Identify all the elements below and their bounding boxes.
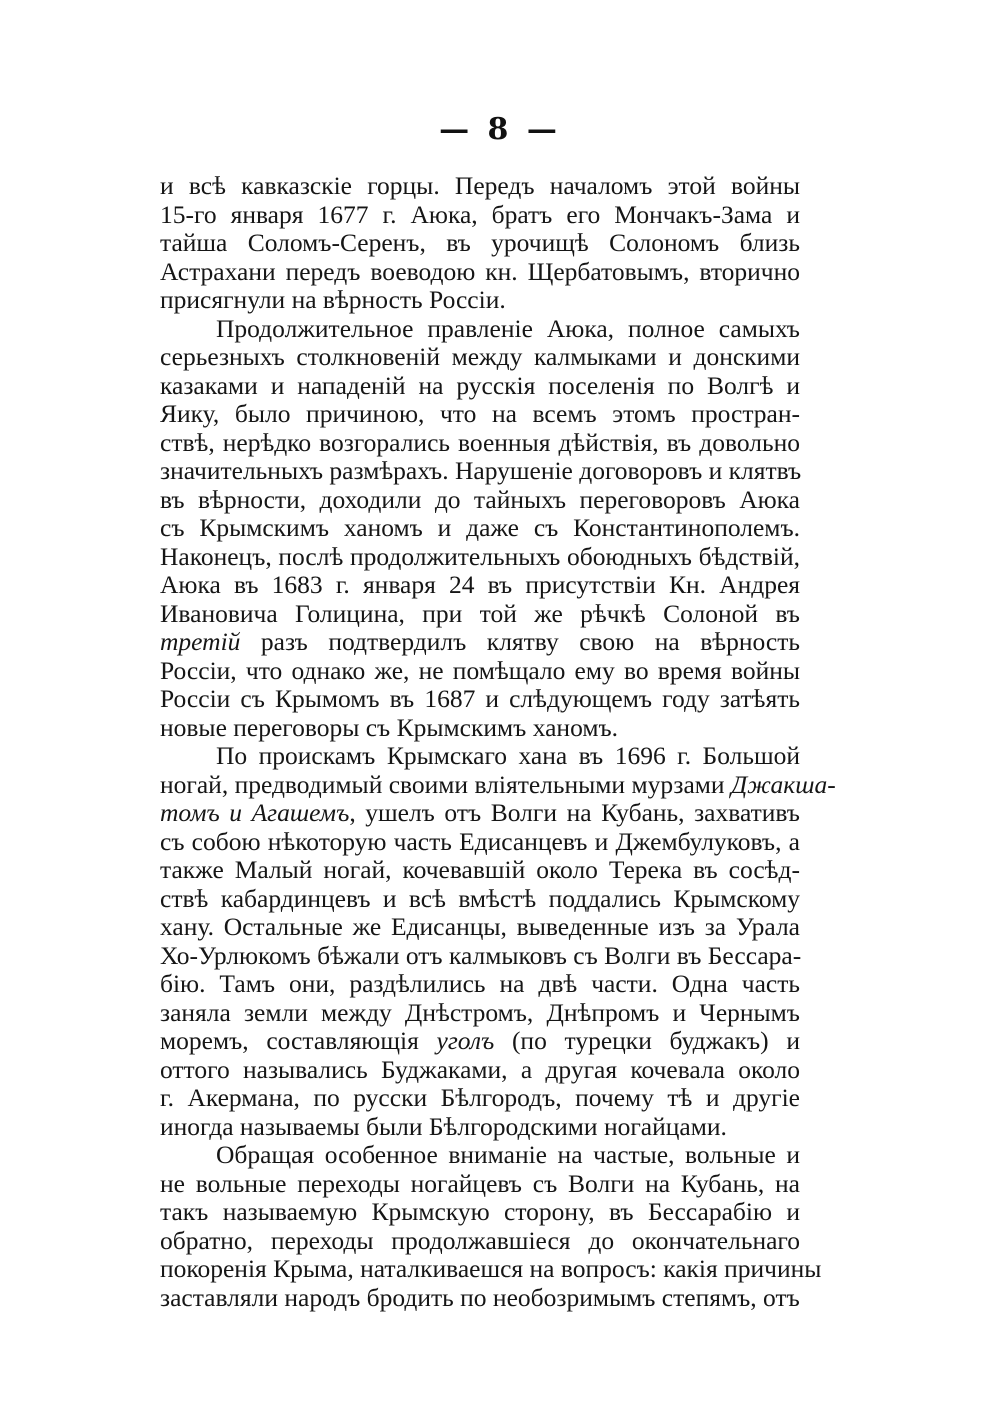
text-line: Наконецъ, послѣ продолжительныхъ обоюдныхъ бѣдствій, xyxy=(160,541,800,571)
text-line: такъ называемую Крымскую сторону, въ Бессарабію и xyxy=(160,1197,800,1226)
text-line: Россіи, что однако же, не помѣщало ему во время войны xyxy=(160,655,800,685)
paragraph xyxy=(160,741,836,1141)
paragraph xyxy=(160,172,800,315)
text-line: По проискамъ Крымскаго хана въ 1696 г. Большой xyxy=(216,741,800,770)
text-line: и всѣ кавказскіе горцы. Передъ началомъ этой войны xyxy=(160,171,800,200)
text-line: хану. Остальные же Едисанцы, выведенные изъ за Урала xyxy=(160,912,800,941)
text-line: обратно, переходы продолжавшіеся до окончательнаго xyxy=(160,1225,800,1255)
text-line: заняла земли между Днѣстромъ, Днѣпромъ и Чернымъ xyxy=(160,997,800,1027)
text-line xyxy=(160,1027,800,1056)
text-line: съ Крымскимъ ханомъ и даже съ Константинополемъ. xyxy=(160,513,800,542)
text-line: 15-го января 1677 г. Аюка, братъ его Мончакъ-Зама и xyxy=(160,199,800,229)
text-line: Продолжительное правленіе Аюка, полное самыхъ xyxy=(216,313,800,343)
text-line: Ивановича Голицина, при той же рѣчкѣ Солоной въ xyxy=(160,598,800,628)
italic-text: уголъ xyxy=(436,1026,495,1055)
text-line: Яику, было причиною, что на всемъ этомъ простран- xyxy=(160,399,800,428)
text-line: казаками и нападеній на русскія поселенія по Волгѣ и xyxy=(160,370,800,400)
italic-text: третій xyxy=(160,627,241,656)
text-line: съ собою нѣкоторую часть Едисанцевъ и Джембулуковъ, а xyxy=(160,826,800,856)
text-line: ствѣ, нерѣдко возгорались военныя дѣйствія, въ довольно xyxy=(160,427,800,457)
text-segment: , ушелъ отъ Волги на Кубань, захвативъ xyxy=(349,798,800,827)
text-line: также Малый ногай, кочевавшій около Терека въ сосѣд- xyxy=(160,855,800,884)
text-line: присягнули на вѣрность Россіи. xyxy=(160,285,506,314)
text-line: не вольные переходы ногайцевъ съ Волги на Кубань, на xyxy=(160,1168,800,1198)
text-line: новые переговоры съ Крымскимъ ханомъ. xyxy=(160,712,619,742)
text-line: оттого назывались Буджаками, а другая кочевала около xyxy=(160,1054,800,1084)
paragraph xyxy=(160,1140,822,1312)
text-segment: ногай, предводимый своими вліятельными мурзами xyxy=(160,769,731,799)
text-line: иногда называемы были Бѣлгородскими ногайцами. xyxy=(160,1111,727,1141)
text-line xyxy=(160,769,836,800)
italic-text: Джакша- xyxy=(730,769,836,799)
text-line xyxy=(160,799,800,828)
text-line: Аюка въ 1683 г. января 24 въ присутствіи Кн. Андрея xyxy=(160,570,800,599)
text-line: Хо-Урлюкомъ бѣжали отъ калмыковъ съ Волги въ Бессара- xyxy=(160,940,802,970)
italic-text: томъ и Агашемъ xyxy=(160,798,350,827)
text-line: значительныхъ размѣрахъ. Нарушеніе договоровъ и клятвъ xyxy=(160,456,802,485)
text-line: Обращая особенное вниманіе на частые, вольные и xyxy=(216,1140,800,1169)
paragraph xyxy=(160,315,800,743)
text-segment: разъ подтвердилъ клятву свою на вѣрность xyxy=(240,627,800,656)
text-line: Астрахани передъ воеводою кн. Щербатовымъ, вторично xyxy=(160,256,800,286)
body-text xyxy=(160,171,836,1312)
text-line: бію. Тамъ они, раздѣлились на двѣ части. Одна часть xyxy=(160,969,800,998)
text-line: г. Акермана, по русски Бѣлгородъ, почему тѣ и другіе xyxy=(160,1083,800,1112)
text-line: въ вѣрности, доходили до тайныхъ переговоровъ Аюка xyxy=(160,484,800,514)
text-line: тайша Соломъ-Серенъ, въ урочищѣ Солономъ близь xyxy=(160,228,800,257)
text-segment: (по турецки буджакъ) и xyxy=(494,1026,800,1055)
text-line: ствѣ кабардинцевъ и всѣ вмѣстѣ поддались Крымскому xyxy=(160,883,800,913)
text-line: заставляли народъ бродить по необозримымъ степямъ, отъ xyxy=(160,1282,800,1312)
text-line: покоренія Крыма, наталкиваешся на вопросъ: какія причины xyxy=(160,1254,822,1283)
text-line xyxy=(160,628,800,657)
text-line: Россіи съ Крымомъ въ 1687 и слѣдующемъ году затѣять xyxy=(160,684,800,713)
text-line: серьезныхъ столкновеній между калмыками и донскими xyxy=(160,342,800,371)
page-number: — 8 — xyxy=(439,112,561,147)
text-segment: моремъ, составляющія xyxy=(160,1026,437,1055)
